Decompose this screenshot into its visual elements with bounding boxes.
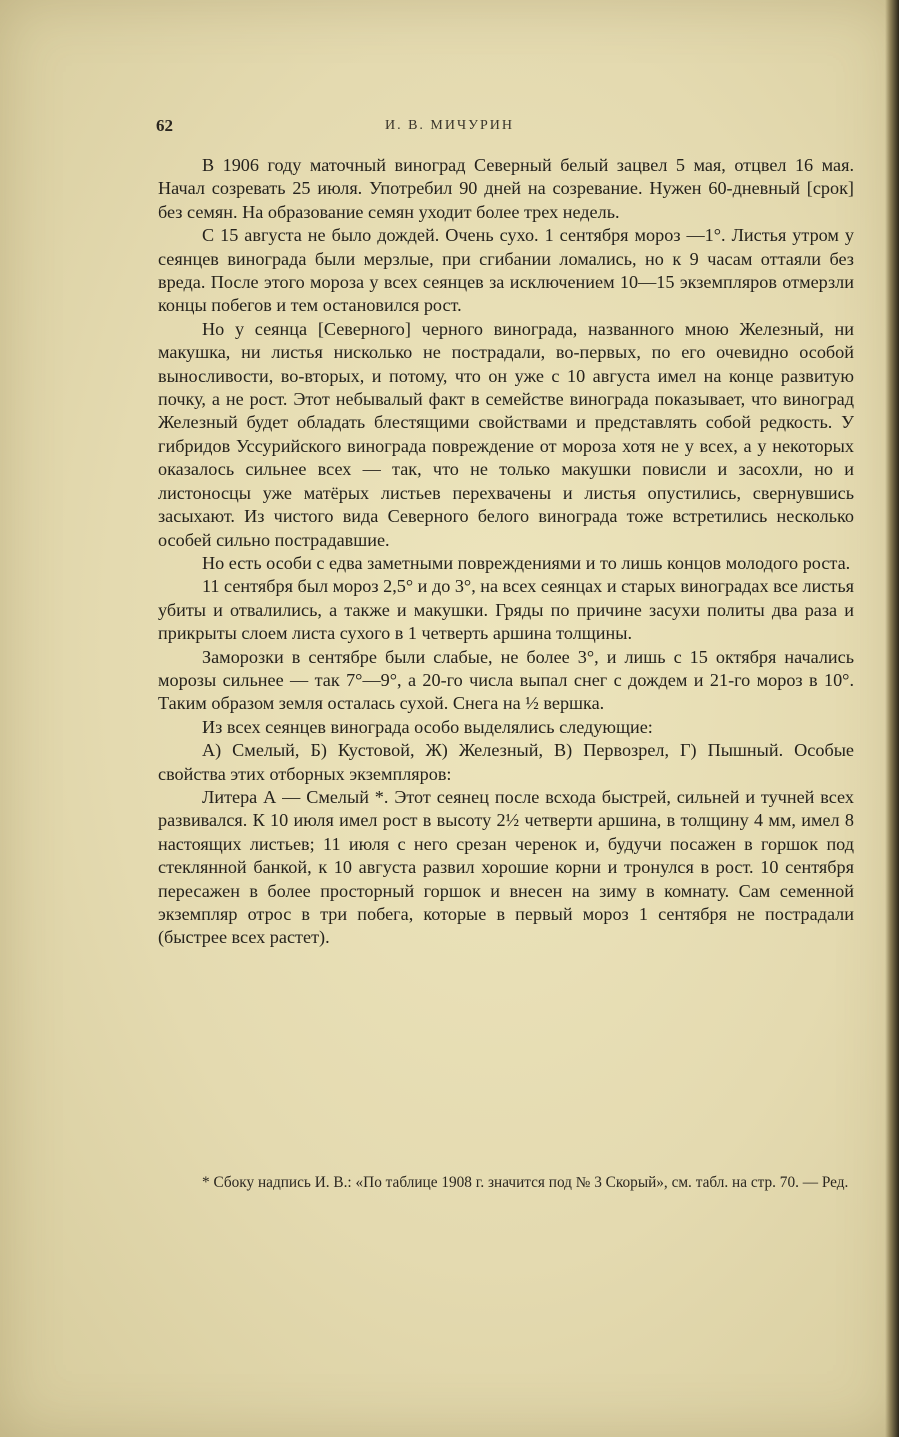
page-edge-shadow — [885, 0, 899, 1437]
paragraph-8: А) Смелый, Б) Кустовой, Ж) Железный, В) Первозрел, Г) Пышный. Особые свойства этих отборных экземпляров: — [158, 740, 854, 784]
page-number: 62 — [156, 116, 173, 135]
paragraph-9: Литера А — Смелый *. Этот сеянец после всхода быстрей, сильней и тучней всех развивался. К 10 июля имел рост в высоту 2½ четверти аршина, в толщину 4 мм, имел 8 настоящих листьев; 11 июля с него срезан черенок и, будучи посажен в горшок под стеклянной банкой, к 10 августа развил хорошие корни и тронулся в рост. 10 сентября пересажен в более просторный горшок и внесен на зиму в комнату. Сам семенной экземпляр отрос в три побега, которые в первый мороз 1 сентября не пострадали (быстрее всех растет). — [158, 786, 854, 948]
footnote-text: * Сбоку надпись И. В.: «По таблице 1908 г. значится под № 3 Скорый», см. табл. на стр. 70. — Ред. — [202, 1174, 849, 1191]
paragraph-2: С 15 августа не было дождей. Очень сухо. 1 сентября мороз —1°. Листья утром у сеянцев винограда были мерзлые, при сгибании ломались, но к 9 часам оттаяли без вреда. После этого мороза у всех сеянцев за исключением 10—15 экземпляров отмерзли концы побегов и тем остановился рост. — [158, 225, 854, 316]
paragraph-5: 11 сентября был мороз 2,5° и до 3°, на всех сеянцах и старых виноградах все листья убиты и отвалились, а также и макушки. Гряды по причине засухи политы два раза и прикрыты слоем листа сухого в 1 четверть аршина толщины. — [158, 576, 854, 644]
paragraph-3: Но у сеянца [Северного] черного винограда, названного мною Железный, ни макушка, ни листья нисколько не пострадали, во-первых, по его очевидно особой выносливости, во-вторых, и потому, что он уже с 10 августа имел на конце развитую почку, а не рост. Этот небывалый факт в семействе винограда показывает, что виноград Железный будет обладать блестящими свойствами и представлять собой редкость. У гибридов Уссурийского винограда повреждение от мороза хотя не у всех, а у некоторых оказалось сильнее всех — так, что не только макушки повисли и засохли, но и листоносцы уже матёрых листьев перехвачены и листья опустились, свернувшись засыхают. Из чистого вида Северного белого винограда тоже встретились несколько особей сильно пострадавшие. — [158, 318, 854, 550]
paragraph-4: Но есть особи с едва заметными повреждениями и то лишь концов молодого роста. — [202, 552, 851, 573]
paragraph-6: Заморозки в сентябре были слабые, не более 3°, и лишь с 15 октября начались морозы сильнее — так 7°—9°, а 20-го числа выпал снег с дождем и 21-го мороз в 10°. Таким образом земля осталась сухой. Снега на ½ вершка. — [158, 646, 854, 714]
running-title: И. В. МИЧУРИН — [384, 118, 515, 133]
body-text — [158, 154, 854, 950]
footnote — [158, 1172, 854, 1194]
paragraph-1: В 1906 году маточный виноград Северный белый зацвел 5 мая, отцвел 16 мая. Начал созревать 25 июля. Употребил 90 дней на созревание. Нужен 60-дневный [срок] без семян. На образование семян уходит более трех недель. — [158, 155, 854, 222]
paragraph-7: Из всех сеянцев винограда особо выделялись следующие: — [202, 716, 653, 737]
